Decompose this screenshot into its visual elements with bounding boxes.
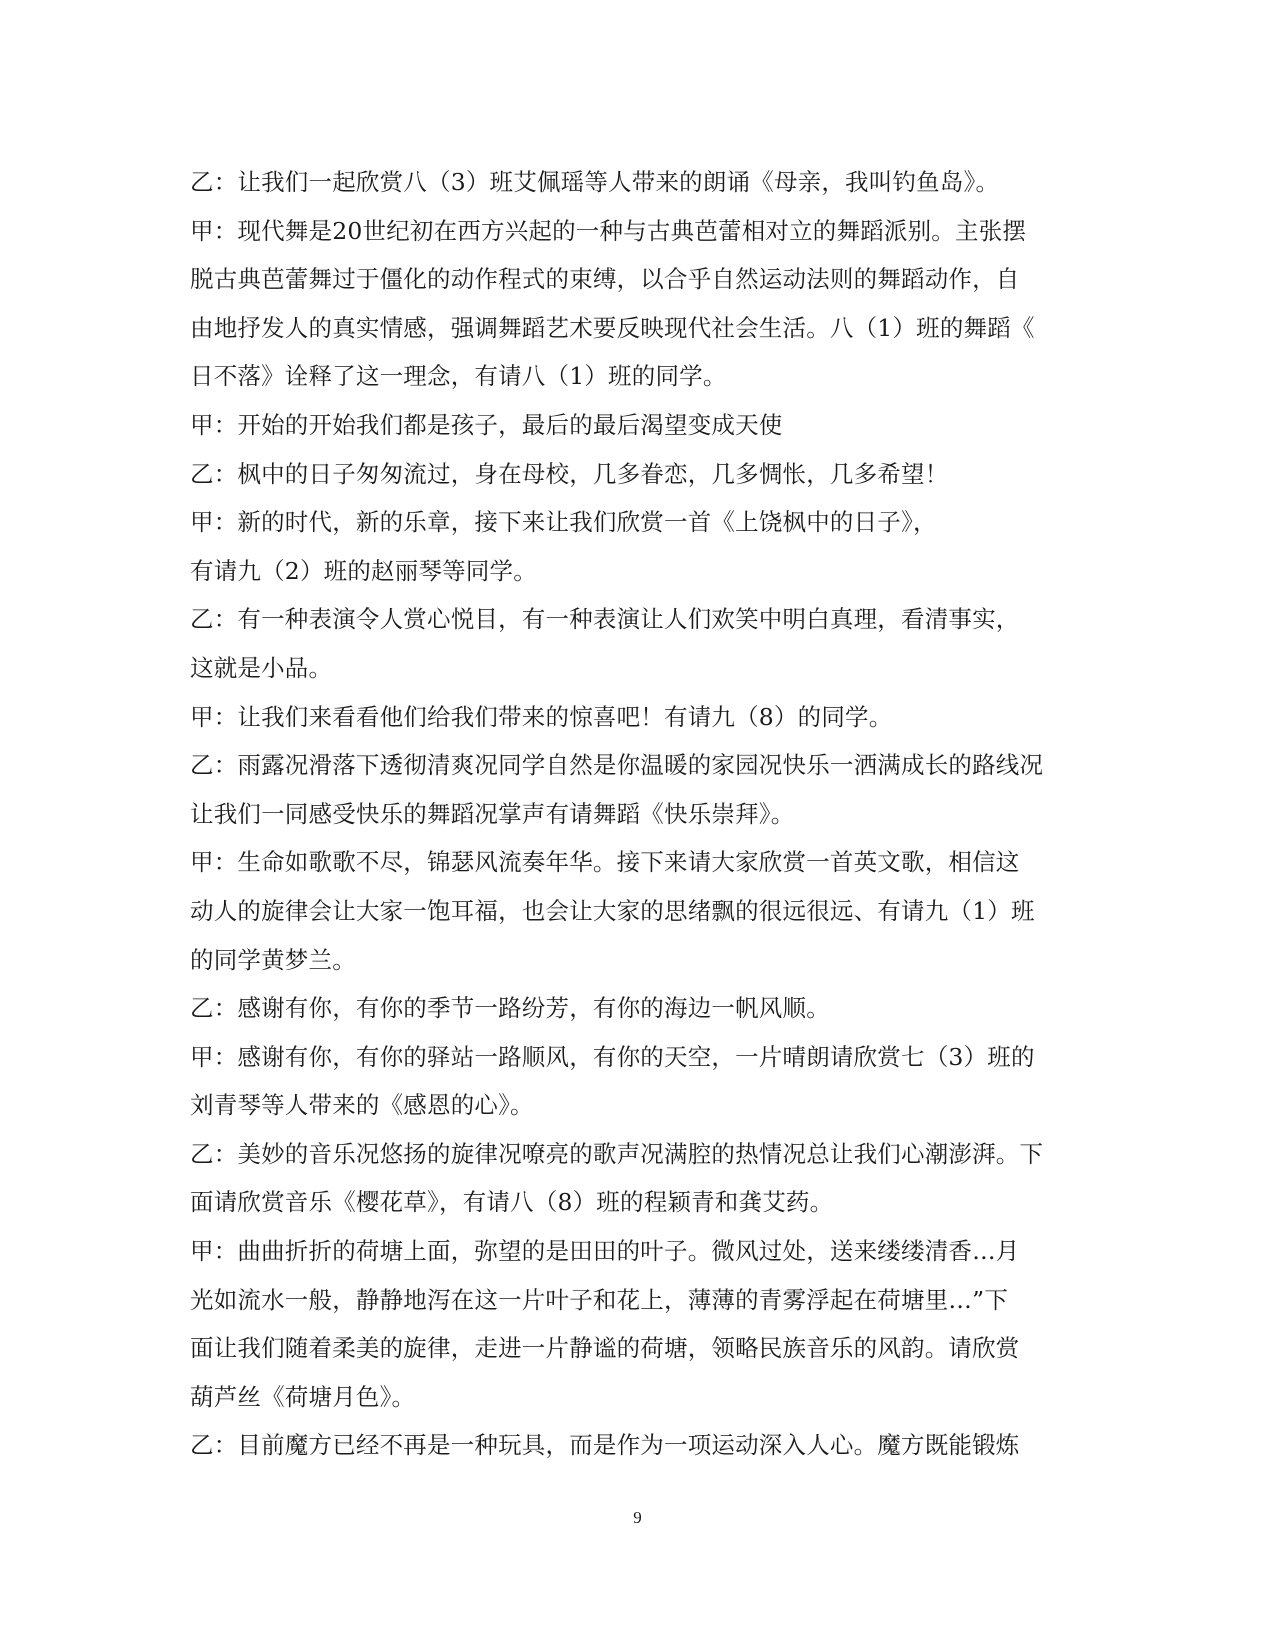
text-line: 乙：目前魔方已经不再是一种玩具，而是作为一项运动深入人心。魔方既能锻炼 [190,1431,1020,1460]
document-body [190,158,1090,1470]
text-line: 面让我们随着柔美的旋律，走进一片静谧的荷塘，领略民族音乐的风韵。请欣赏 [190,1334,1020,1363]
text-line: 有请九（2）班的赵丽琴等同学。 [190,556,537,585]
text-line: 乙：有一种表演令人赏心悦目，有一种表演让人们欢笑中明白真理，看清事实， [190,605,1020,634]
text-line: 脱古典芭蕾舞过于僵化的动作程式的束缚，以合乎自然运动法则的舞蹈动作，自 [190,265,1020,294]
text-line: 甲：曲曲折折的荷塘上面，弥望的是田田的叶子。微风过处，送来缕缕清香…月 [190,1237,1020,1266]
text-line: 乙：感谢有你，有你的季节一路纷芳，有你的海边一帆风顺。 [190,994,830,1023]
text-line: 光如流水一般，静静地泻在这一片叶子和花上，薄薄的青雾浮起在荷塘里…”下 [190,1285,1009,1314]
text-line: 乙：枫中的日子匆匆流过，身在母校，几多眷恋，几多惆怅，几多希望！ [190,459,949,488]
text-line: 乙：雨露况滑落下透彻清爽况同学自然是你温暖的家园况快乐一洒满成长的路线况 [190,751,1044,780]
text-line: 乙：美妙的音乐况悠扬的旋律况嘹亮的歌声况满腔的热情况总让我们心潮澎湃。下 [190,1139,1044,1168]
text-line: 甲：让我们来看看他们给我们带来的惊喜吧！有请九（8）的同学。 [190,702,893,731]
text-line: 由地抒发人的真实情感，强调舞蹈艺术要反映现代社会生活。八（1）班的舞蹈《 [190,313,1035,342]
text-line: 刘青琴等人带来的《感恩的心》。 [190,1091,534,1120]
text-line: 甲：感谢有你，有你的驿站一路顺风，有你的天空，一片晴朗请欣赏七（3）班的 [190,1042,1035,1071]
text-line: 动人的旋律会让大家一饱耳福，也会让大家的思绪飘的很远很远、有请九（1）班 [190,896,1035,925]
text-line: 乙：让我们一起欣赏八（3）班艾佩瑶等人带来的朗诵《母亲，我叫钓鱼岛》。 [190,168,1000,196]
text-line: 甲：开始的开始我们都是孩子，最后的最后渴望变成天使 [190,410,783,439]
text-line: 的同学黄梦兰。 [190,945,356,974]
text-line: 甲：现代舞是20世纪初在西方兴起的一种与古典芭蕾相对立的舞蹈派别。主张摆 [190,216,1027,245]
text-line: 面请欣赏音乐《樱花草》，有请八（8）班的程颖青和龚艾药。 [190,1188,834,1217]
text-line: 这就是小品。 [190,653,333,682]
text-line: 日不落》诠释了这一理念，有请八（1）班的同学。 [190,362,727,391]
page-number: 9 [633,1508,642,1527]
text-line: 甲：生命如歌歌不尽，锦瑟风流奏年华。接下来请大家欣赏一首英文歌，相信这 [190,848,1020,877]
text-line: 甲：新的时代，新的乐章，接下来让我们欣赏一首《上饶枫中的日子》， [190,508,937,537]
text-line: 葫芦丝《荷塘月色》。 [190,1382,416,1411]
text-line: 让我们一同感受快乐的舞蹈况掌声有请舞蹈《快乐崇拜》。 [190,799,795,828]
